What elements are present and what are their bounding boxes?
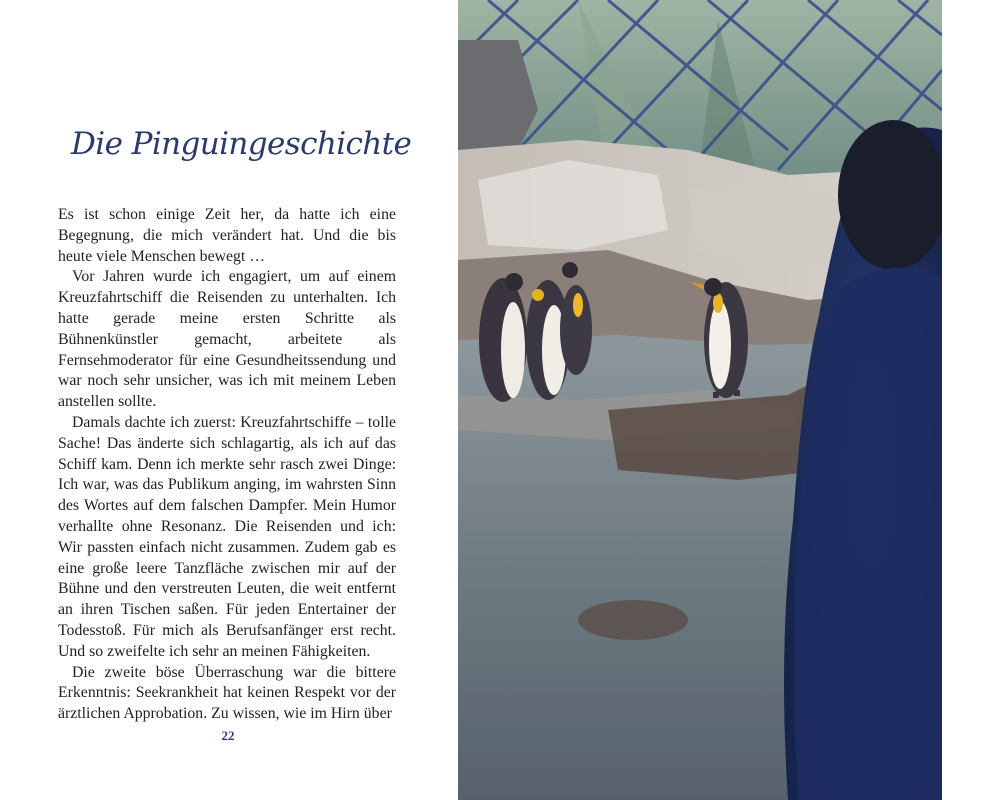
chapter-title: Die Pinguingeschichte [71, 126, 412, 162]
paragraph-1: Es ist schon einige Zeit her, da hatte ich eine Begegnung, die mich verändert hat. Und die bis heute viele Menschen bewegt … [58, 206, 396, 265]
paragraph-2: Vor Jahren wurde ich engagiert, um auf einem Kreuzfahrtschiff die Reisenden zu unterhalten. Ich hatte gerade meine ersten Schritte als Bühnenkünstler gemacht, arbeitete als Fernsehmoderator für eine Gesundheitssendung und war noch sehr unsicher, was ich mit meinem Leben anstellen sollte. [58, 268, 396, 411]
page-number: 22 [221, 728, 235, 743]
penguin-enclosure-photo [458, 0, 942, 800]
body-text [58, 205, 396, 725]
paragraph-3: Damals dachte ich zuerst: Kreuzfahrtschiffe – tolle Sache! Das änderte sich schlagartig, als ich auf das Schiff kam. Denn ich merkte sehr rasch zwei Dinge: Ich war, was das Publikum anging, im wahrsten Sinn des Wortes auf dem falschen Dampfer. Mein Humor verhallte ohne Resonanz. Die Reisenden und ich: Wir passten einfach nicht zusammen. Zudem gab es eine große leere Tanzfläche zwischen mir auf der Bühne und den verstreuten Leuten, die weit entfernt an ihren Tischen saßen. Für jeden Entertainer der Todesstoß. Für mich als Berufsanfänger erst recht. Und so zweifelte ich sehr an meinen Fähigkeiten. [58, 413, 396, 660]
right-margin [942, 0, 1000, 800]
paragraph-4: Die zweite böse Überraschung war die bittere Erkenntnis: Seekrankheit hat keinen Respekt vor der ärztlichen Approbation. Zu wissen, wie im Hirn über [58, 663, 396, 723]
left-page [0, 0, 458, 800]
